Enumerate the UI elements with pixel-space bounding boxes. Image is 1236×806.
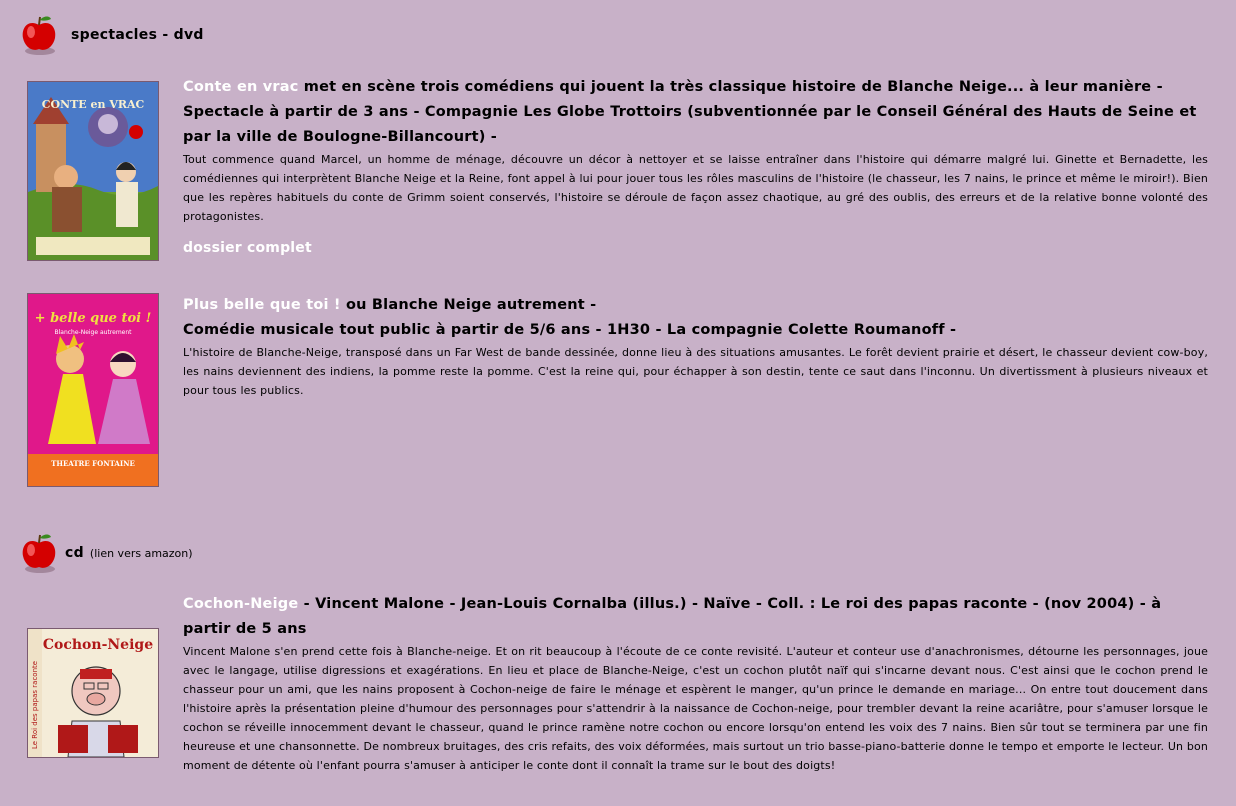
cochon-neige-cover[interactable]	[27, 628, 159, 758]
section-header-dvd	[18, 14, 204, 56]
cover-subtitle: Blanche-Neige autrement	[54, 329, 132, 336]
plus-belle-que-toi-cover[interactable]	[27, 293, 159, 487]
apple-icon	[18, 532, 60, 574]
entry-heading	[183, 293, 1208, 318]
entry-cochon-neige	[183, 592, 1208, 775]
entry-subheading: Comédie musicale tout public à partir de 5/6 ans - 1H30 - La compagnie Colette Roumanoff -	[183, 322, 957, 338]
plus-belle-que-toi-link[interactable]: Plus belle que toi !	[183, 297, 341, 313]
entry-description: Vincent Malone s'en prend cette fois à Blanche-neige. Et on rit beaucoup à l'écoute de ce conte revisité. L'auteur et conteur use d'anachronismes, détourne les personnages, joue avec le langage, utilise digressions et exagérations. En lieu et place de Blanche-Neige, c'est un cochon plutôt naïf qui s'incarne devant nous. C'est ainsi que le cochon prend le chasseur pour un ami, que les nains proposent à Cochon-neige de faire le ménage et espèrent le manger, qu'un prince le demande en mariage... On entre tout doucement dans l'histoire après la présentation pleine d'humour des personnages pour s'attendrir à la naissance de Cochon-neige, pour trembler devant la reine acariâtre, pour s'amuser lorsque le cochon se réveille innocemment devant le chasseur, quand le prince ramène notre cochon ou encore lorsqu'on entend les voix des 7 nains. Bien sûr tout se terminera par une fin heureuse et une chansonnette. De nombreux bruitages, des cris refaits, des voix déformées, mais surtout un trio basse-piano-batterie donne le tempo et emporte le lecteur. Un bon moment de détente où l'enfant pourra s'amuser à anticiper le conte dont il connaît la trame sur le bout des doigts!	[183, 645, 1208, 772]
conte-en-vrac-cover[interactable]	[27, 81, 159, 261]
entry-description: Tout commence quand Marcel, un homme de ménage, découvre un décor à nettoyer et se laisse entraîner dans l'histoire qui démarre malgré lui. Ginette et Bernadette, les comédiennes qui interprètent Blanche Neige et la Reine, font appel à lui pour jouer tous les rôles masculins de l'histoire (le chasseur, les 7 nains, le prince et même le miroir!). Bien que les repères habituels du conte de Grimm soient conservés, l'histoire se déroule de façon assez chaotique, au gré des oublis, des erreurs et de la relative bonne volonté des protagonistes.	[183, 153, 1208, 223]
cover-title: Cochon-Neige	[42, 637, 154, 653]
entry-plus-belle-que-toi	[183, 293, 1208, 400]
entry-conte-en-vrac	[183, 75, 1208, 256]
entry-title: met en scène trois comédiens qui jouent la très classique histoire de Blanche Neige... à leur manière - Spectacle à partir de 3 ans - Compagnie Les Globe Trottoirs (subventionnée par le Conseil Général des Hauts de Seine et par la ville de Boulogne-Billancourt) -	[183, 79, 1197, 145]
entry-heading	[183, 75, 1208, 150]
cover-title: CONTE en VRAC	[41, 98, 145, 111]
entry-heading	[183, 592, 1208, 642]
cochon-neige-link[interactable]: Cochon-Neige	[183, 596, 299, 612]
cover-side-text: Le Roi des papas raconte	[31, 660, 39, 749]
entry-description: L'histoire de Blanche-Neige, transposé dans un Far West de bande dessinée, donne lieu à des situations amusantes. Le forêt devient prairie et désert, le chasseur devient cow-boy, les nains deviennent des indiens, la pomme reste la pomme. C'est la reine qui, pour échapper à son destin, tente ce saut dans l'inconnu. Un divertissment à plusieurs niveaux et pour tous les publics.	[183, 346, 1208, 397]
cover-title: + belle que toi !	[34, 311, 152, 326]
section-title: cd	[65, 545, 84, 561]
cover-footer: THEATRE FONTAINE	[51, 459, 135, 468]
section-header-cd	[18, 532, 193, 574]
conte-en-vrac-link[interactable]: Conte en vrac	[183, 79, 299, 95]
apple-icon	[18, 14, 60, 56]
entry-title: - Vincent Malone - Jean-Louis Cornalba (illus.) - Naïve - Coll. : Le roi des papas raconte - (nov 2004) - à partir de 5 ans	[183, 596, 1162, 637]
section-subtitle: (lien vers amazon)	[89, 546, 193, 560]
section-title: spectacles - dvd	[71, 27, 204, 43]
entry-title: ou Blanche Neige autrement -	[340, 297, 597, 313]
dossier-complet-link[interactable]: dossier complet	[183, 240, 312, 256]
